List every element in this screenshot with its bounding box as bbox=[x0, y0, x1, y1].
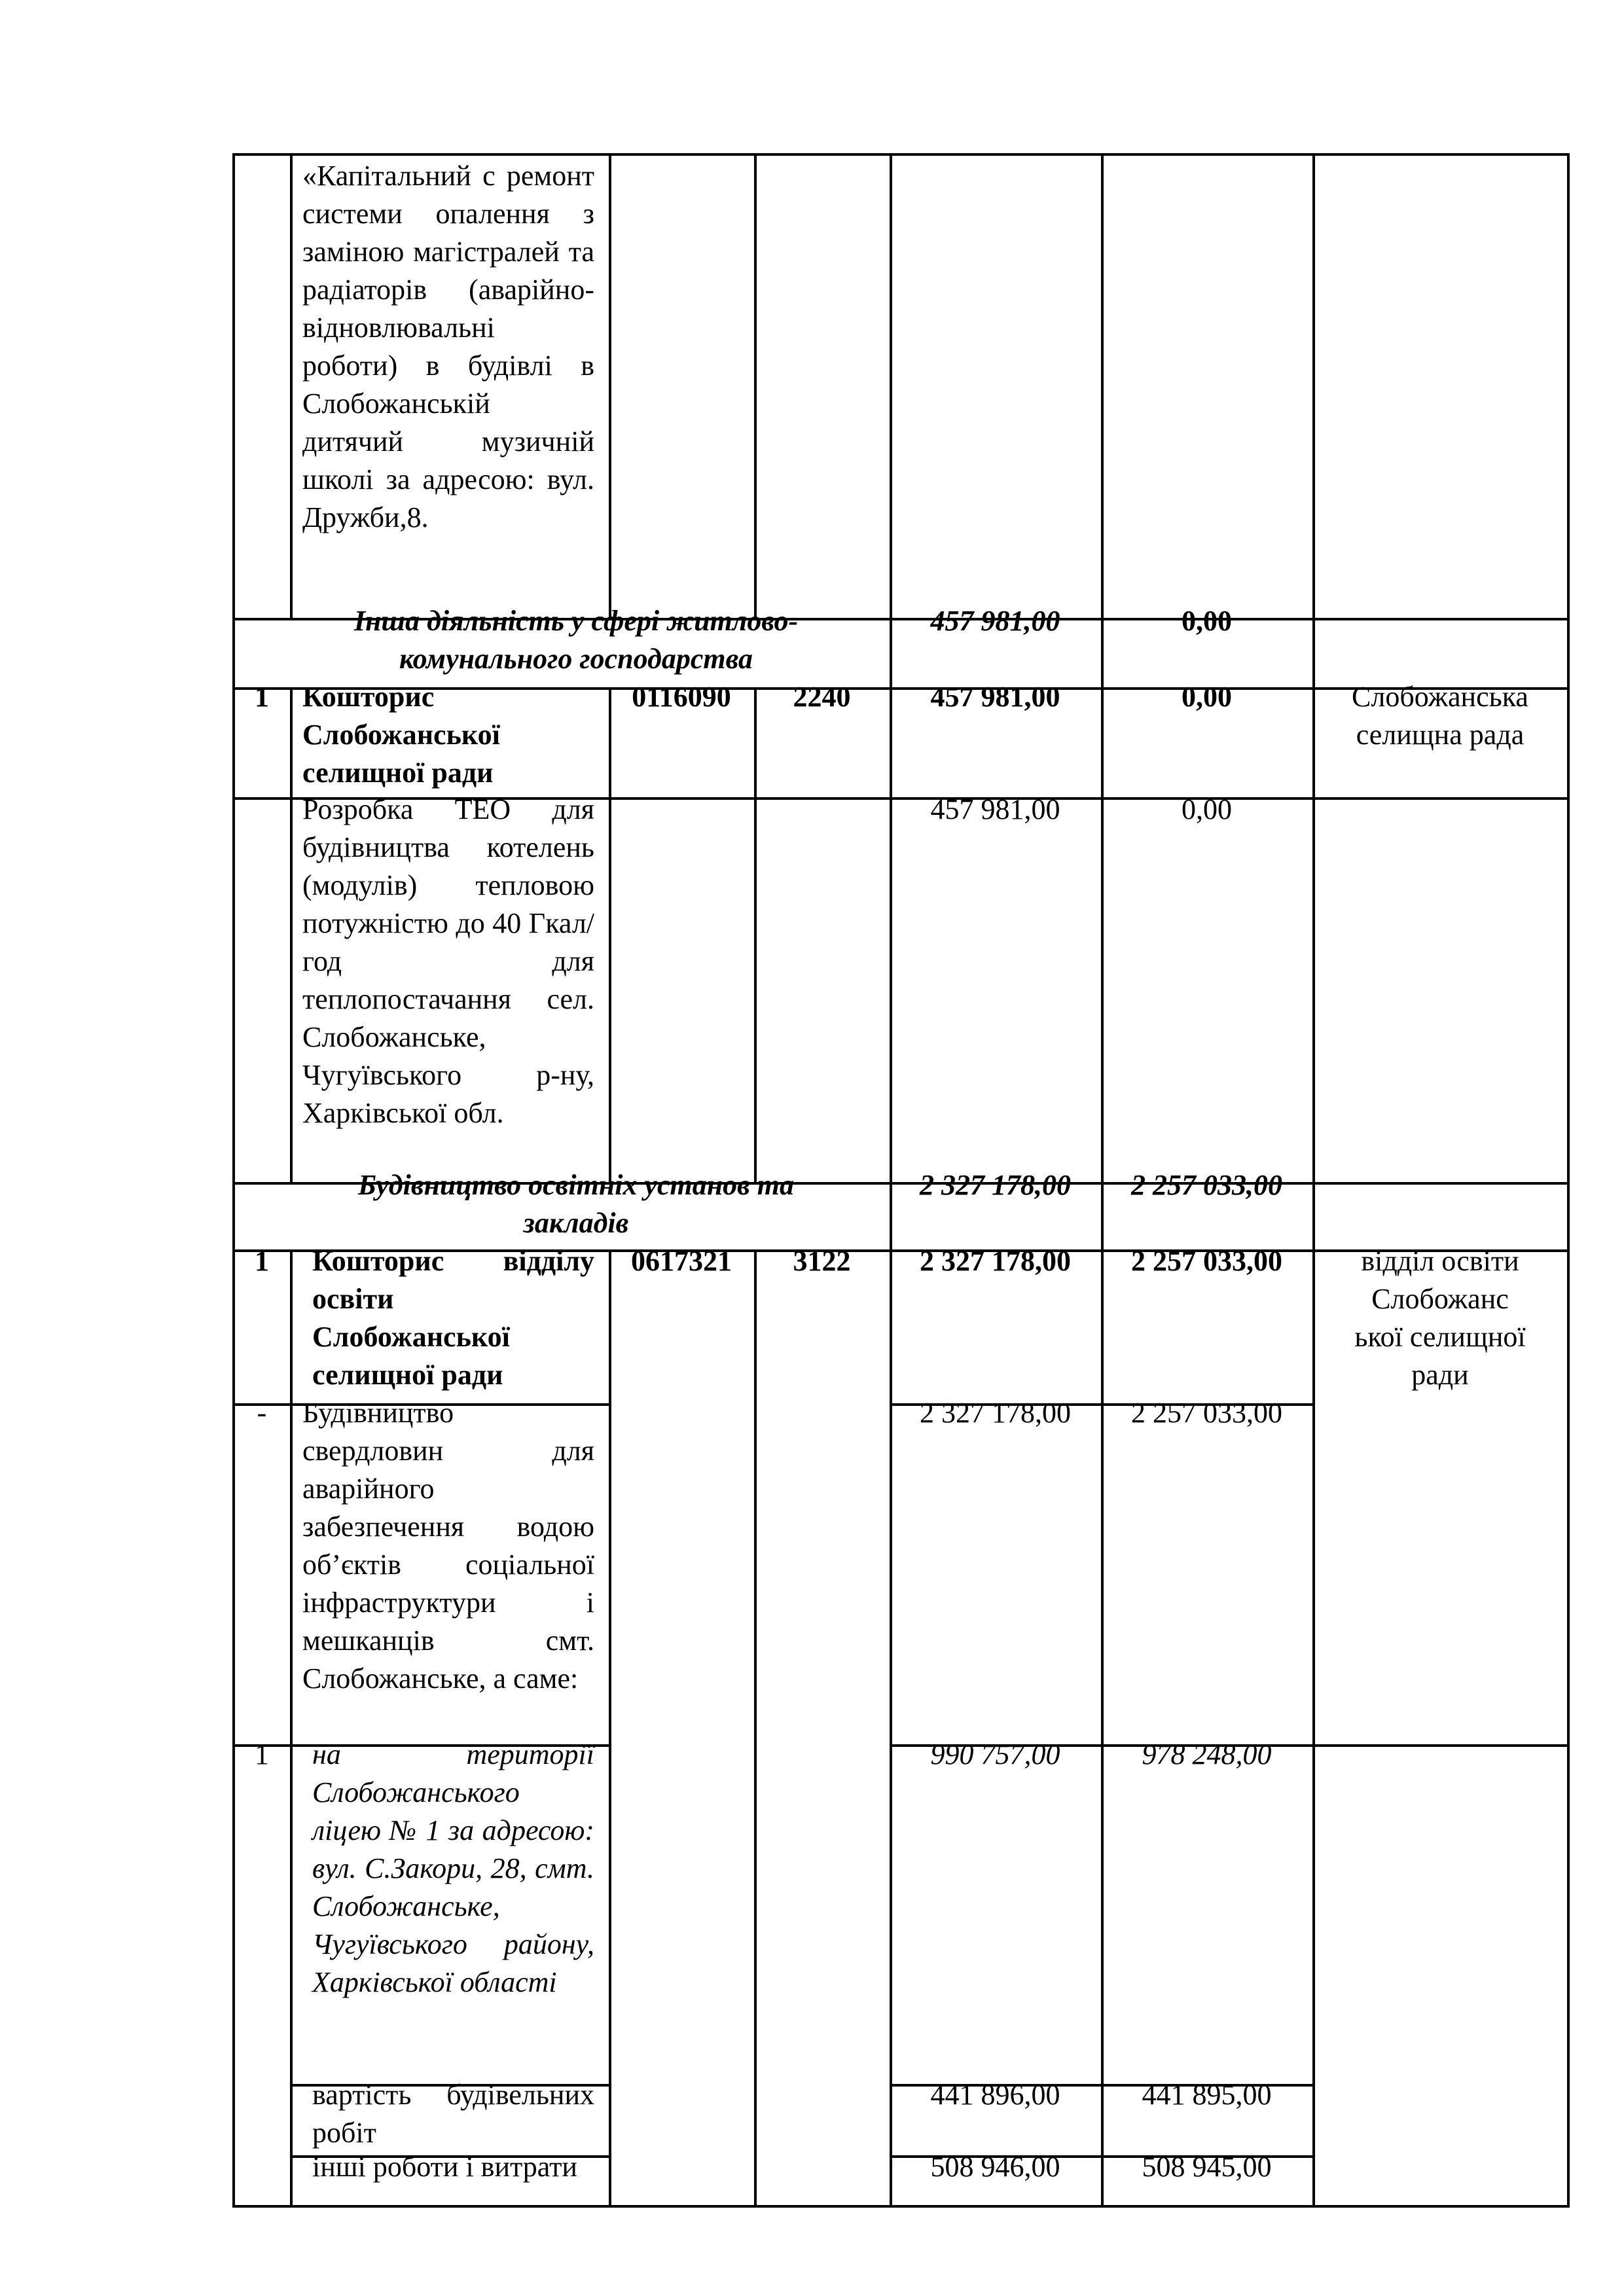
amount-actual: 2 257 033,00 bbox=[1131, 1397, 1282, 1429]
executor: відділ освіти Слобожанс ької селищної ради bbox=[1354, 1245, 1526, 1391]
table-border-bottom bbox=[232, 2205, 1570, 2208]
col-divider-executor bbox=[1312, 154, 1315, 2206]
amount-actual: 508 945,00 bbox=[1142, 2151, 1272, 2183]
col-divider-code bbox=[754, 689, 757, 1183]
amount-actual: 2 257 033,00 bbox=[1131, 1245, 1282, 1277]
expense-code: 2240 bbox=[793, 681, 851, 713]
row-number: - bbox=[257, 1397, 267, 1429]
row-description: вартість будівельних робіт bbox=[312, 2079, 594, 2149]
amount-planned: 457 981,00 bbox=[930, 605, 1060, 637]
col-divider-desc bbox=[609, 1251, 611, 2206]
table-border-left bbox=[232, 154, 235, 2206]
col-divider-desc bbox=[609, 154, 611, 619]
amount-actual: 2 257 033,00 bbox=[1131, 1169, 1282, 1201]
amount-actual: 0,00 bbox=[1182, 605, 1232, 637]
program-code: 0617321 bbox=[631, 1245, 732, 1277]
amount-planned: 990 757,00 bbox=[930, 1738, 1060, 1770]
col-divider-code bbox=[754, 154, 757, 619]
amount-planned: 508 946,00 bbox=[930, 2151, 1060, 2183]
table-border-right bbox=[1567, 154, 1570, 2206]
col-divider-num bbox=[290, 1251, 293, 2206]
amount-actual: 0,00 bbox=[1182, 681, 1232, 713]
col-divider-num bbox=[290, 154, 293, 619]
row-description: Розробка ТЕО для будівництва котелень (модулів) тепловою потужністю до 40 Гкал/год для теплопостачання сел. Слобожанське, Чугуївського р-ну, Харківської обл. bbox=[302, 793, 594, 1129]
amount-planned: 457 981,00 bbox=[930, 793, 1060, 825]
col-divider-desc bbox=[609, 689, 611, 1183]
amount-planned: 2 327 178,00 bbox=[920, 1245, 1071, 1277]
row-description: Кошторис відділу освіти Слобожанської селищної ради bbox=[312, 1245, 594, 1391]
section-title: Будівництво освітніх установ та закладів bbox=[357, 1169, 795, 1239]
row-description: Будівництво свердловин для аварійного забезпечення водою об’єктів соціальної інфраструктури і мешканців смт. Слобожанське, а саме: bbox=[302, 1397, 594, 1695]
amount-planned: 441 896,00 bbox=[930, 2079, 1060, 2111]
program-code: 0116090 bbox=[632, 681, 731, 713]
row-description: «Капітальний с ремонт системи опалення з заміною магістралей та радіаторів (аварійно-відновлювальні роботи) в будівлі в Слобожанській дитячий музичній школі за адресою: вул. Дружби,8. bbox=[302, 160, 594, 533]
row-number: 1 bbox=[255, 1738, 269, 1770]
table-border-top bbox=[232, 153, 1570, 156]
row-description: Кошторис Слобожанської селищної ради bbox=[302, 681, 500, 789]
row-description: інші роботи і витрати bbox=[312, 2151, 577, 2183]
row-number: 1 bbox=[255, 1245, 269, 1277]
section-title: Інша діяльність у сфері житлово- комунального господарства bbox=[353, 605, 799, 675]
expense-code: 3122 bbox=[793, 1245, 851, 1277]
row-number: 1 bbox=[255, 681, 269, 713]
amount-planned: 2 327 178,00 bbox=[920, 1397, 1071, 1429]
amount-actual: 441 895,00 bbox=[1142, 2079, 1272, 2111]
executor: Слобожанська селищна рада bbox=[1352, 681, 1528, 751]
amount-planned: 2 327 178,00 bbox=[920, 1169, 1071, 1201]
row-description: на території Слобожанського ліцею № 1 за адресою: вул. С.Закори, 28, смт. Слобожанське, Чугуївського району, Харківської області bbox=[312, 1738, 594, 1998]
col-divider-code bbox=[754, 1251, 757, 2206]
amount-actual: 0,00 bbox=[1182, 793, 1232, 825]
amount-actual: 978 248,00 bbox=[1142, 1738, 1272, 1770]
col-divider-num bbox=[290, 689, 293, 1183]
amount-planned: 457 981,00 bbox=[930, 681, 1060, 713]
